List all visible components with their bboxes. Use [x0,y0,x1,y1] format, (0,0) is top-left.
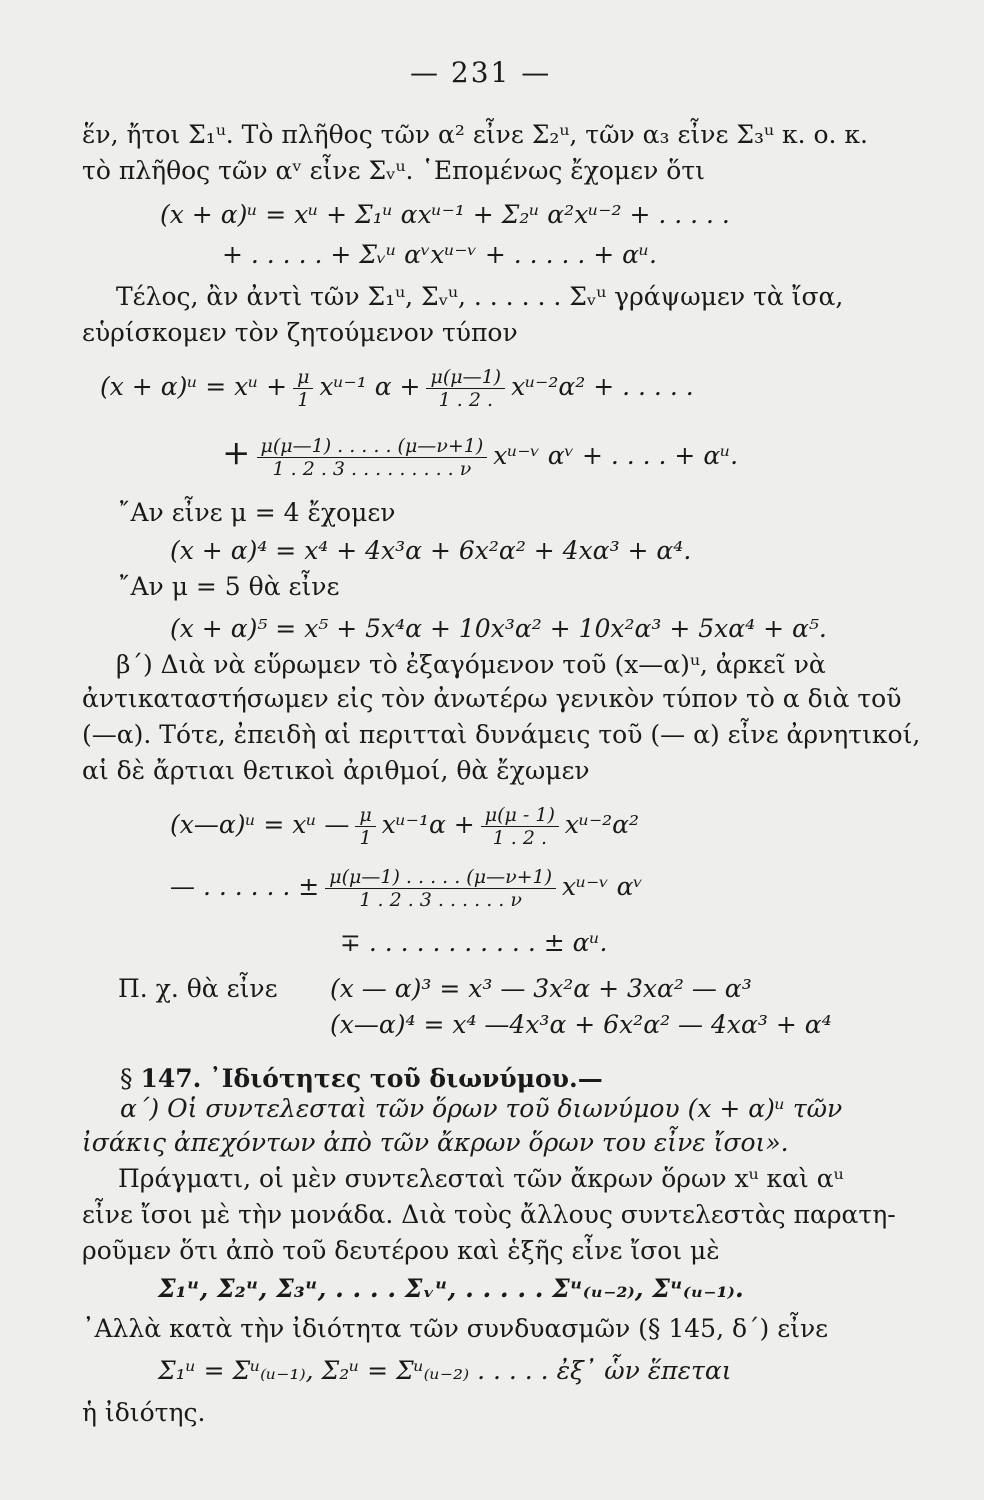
equation-line: (x + α)⁵ = x⁵ + 5x⁴α + 10x³α² + 10x²α³ + 5xα⁴ + α⁵. [170,614,827,643]
sum-list: Σ₁ᵘ, Σ₂ᵘ, Σ₃ᵘ, . . . . Σᵥᵘ, . . . . . Σᵘ₍ᵤ₋₂₎, Σᵘ₍ᵤ₋₁₎. [158,1274,744,1303]
paragraph-line: Πράγματι, οἱ μὲν συντελεσταὶ τῶν ἄκρων ὅρων xᵘ καὶ αᵘ [118,1164,844,1193]
section-title: ᾿Ιδιότητες τοῦ διωνύμου.— [209,1064,603,1093]
fraction: $\frac{\mu(\mu—1)}{1 . 2 .}$ [426,366,505,411]
paragraph-line: εἶνε ἴσοι μὲ τὴν μονάδα. Διὰ τοὺς ἄλλους συντελεστὰς παρατη- [82,1200,896,1229]
paragraph-line: τὸ πλῆθος τῶν αᵛ εἶνε Σᵥᵘ. ῾Επομένως ἔχομεν ὅτι [82,156,705,185]
fraction: $\frac{\mu(\mu - 1)}{1 . 2 .}$ [481,804,559,849]
example-label: Π. χ. θὰ εἶνε [118,974,278,1003]
paragraph-line: ῎Αν μ = 5 θὰ εἶνε [118,572,340,601]
formula-term: xᵘ⁻¹ α + [319,372,421,401]
formula-lhs: (x + α)ᵘ = xᵘ + [100,372,288,401]
paragraph-line: (—α). Τότε, ἐπειδὴ αἱ περιτταὶ δυνάμεις τοῦ (— α) εἶνε ἀρνητικοί, [82,720,921,749]
fraction: $\frac{\mu(\mu—1) . . . . . (\mu—\nu+1)}{1 . 2 . 3 . . . . . . . . . \nu}$ [257,435,488,480]
paragraph-line: Τέλος, ἂν ἀντὶ τῶν Σ₁ᵘ, Σᵥᵘ, . . . . . . Σᵥᵘ γράψωμεν τὰ ἴσα, [116,282,844,311]
fraction: $\frac{\mu(\mu—1) . . . . . (\mu—\nu+1)}{1 . 2 . 3 . . . . . . \nu}$ [325,866,556,911]
equation-line: (x + α)ᵘ = xᵘ + Σ₁ᵘ αxᵘ⁻¹ + Σ₂ᵘ α²xᵘ⁻² + . . . . . [160,200,730,229]
binomial-formula-line1 [100,362,694,412]
paragraph-line: ᾿Αλλὰ κατὰ τὴν ἰδιότητα τῶν συνδυασμῶν (§ 145, δ΄) εἶνε [82,1314,829,1343]
formula-lead: — . . . . . . ± [170,872,320,901]
section-sign: § [120,1064,133,1093]
paragraph-line: ῎Αν εἶνε μ = 4 ἔχομεν [118,498,396,527]
negative-binomial-line2 [170,862,643,912]
formula-term: xᵘ⁻²α² + . . . . . [511,372,694,401]
paragraph-line: ἕν, ἤτοι Σ₁ᵘ. Τὸ πλῆθος τῶν α² εἶνε Σ₂ᵘ, τῶν α₃ εἶνε Σ₃ᵘ κ. ο. κ. [82,120,868,149]
paragraph-line: αἱ δὲ ἄρτιαι θετικοὶ ἀριθμοί, θὰ ἔχωμεν [82,756,590,785]
section-heading [120,1064,603,1094]
page-number: — 231 — [410,56,552,89]
fraction: $\frac{\mu}{1}$ [293,366,313,411]
section-number: 147. [140,1064,202,1093]
formula-term: xᵘ⁻²α² [564,810,640,839]
equation-line: (x — α)³ = x³ — 3x²α + 3xα² — α³ [330,974,752,1003]
negative-binomial-line1 [170,800,639,850]
plus-sign: + [222,433,251,473]
binomial-formula-line2 [222,428,738,478]
paragraph-line: ροῦμεν ὅτι ἀπὸ τοῦ δευτέρου καὶ ἑξῆς εἶνε ἴσοι μὲ [82,1236,720,1265]
theorem-line: α΄) Οἱ συντελεσταὶ τῶν ὅρων τοῦ διωνύμου (x + α)ᵘ τῶν [120,1094,843,1123]
paragraph-line: ἡ ἰδιότης. [82,1398,206,1427]
equation-line: (x + α)⁴ = x⁴ + 4x³α + 6x²α² + 4xα³ + α⁴. [170,536,692,565]
paragraph-line: εὑρίσκομεν τὸν ζητούμενον τύπον [82,318,518,347]
equation-line: Σ₁ᵘ = Σᵘ₍ᵤ₋₁₎, Σ₂ᵘ = Σᵘ₍ᵤ₋₂₎ . . . . . ἐξ᾿ ὧν ἕπεται [158,1356,732,1385]
equation-line: + . . . . . + Σᵥᵘ αᵛxᵘ⁻ᵛ + . . . . . + αᵘ. [222,240,657,269]
equation-line: (x—α)⁴ = x⁴ —4x³α + 6x²α² — 4xα³ + α⁴ [330,1010,832,1039]
formula-term: xᵘ⁻ᵛ αᵛ [562,872,643,901]
formula-term: xᵘ⁻ᵛ αᵛ + . . . . + αᵘ. [493,441,739,470]
fraction: $\frac{\mu}{1}$ [355,804,375,849]
paragraph-line: ἀντικαταστήσωμεν εἰς τὸν ἀνωτέρω γενικὸν τύπον τὸ α διὰ τοῦ [82,684,902,713]
theorem-line: ἰσάκις ἀπεχόντων ἀπὸ τῶν ἄκρων ὅρων του εἶνε ἴσοι». [82,1128,789,1157]
formula-lhs: (x—α)ᵘ = xᵘ — [170,810,350,839]
paragraph-line: β΄) Διὰ νὰ εὕρωμεν τὸ ἐξαγόμενον τοῦ (x—α)ᵘ, ἀρκεῖ νὰ [116,650,826,679]
equation-line: ∓ . . . . . . . . . . . ± αᵘ. [340,928,608,957]
formula-term: xᵘ⁻¹α + [381,810,475,839]
